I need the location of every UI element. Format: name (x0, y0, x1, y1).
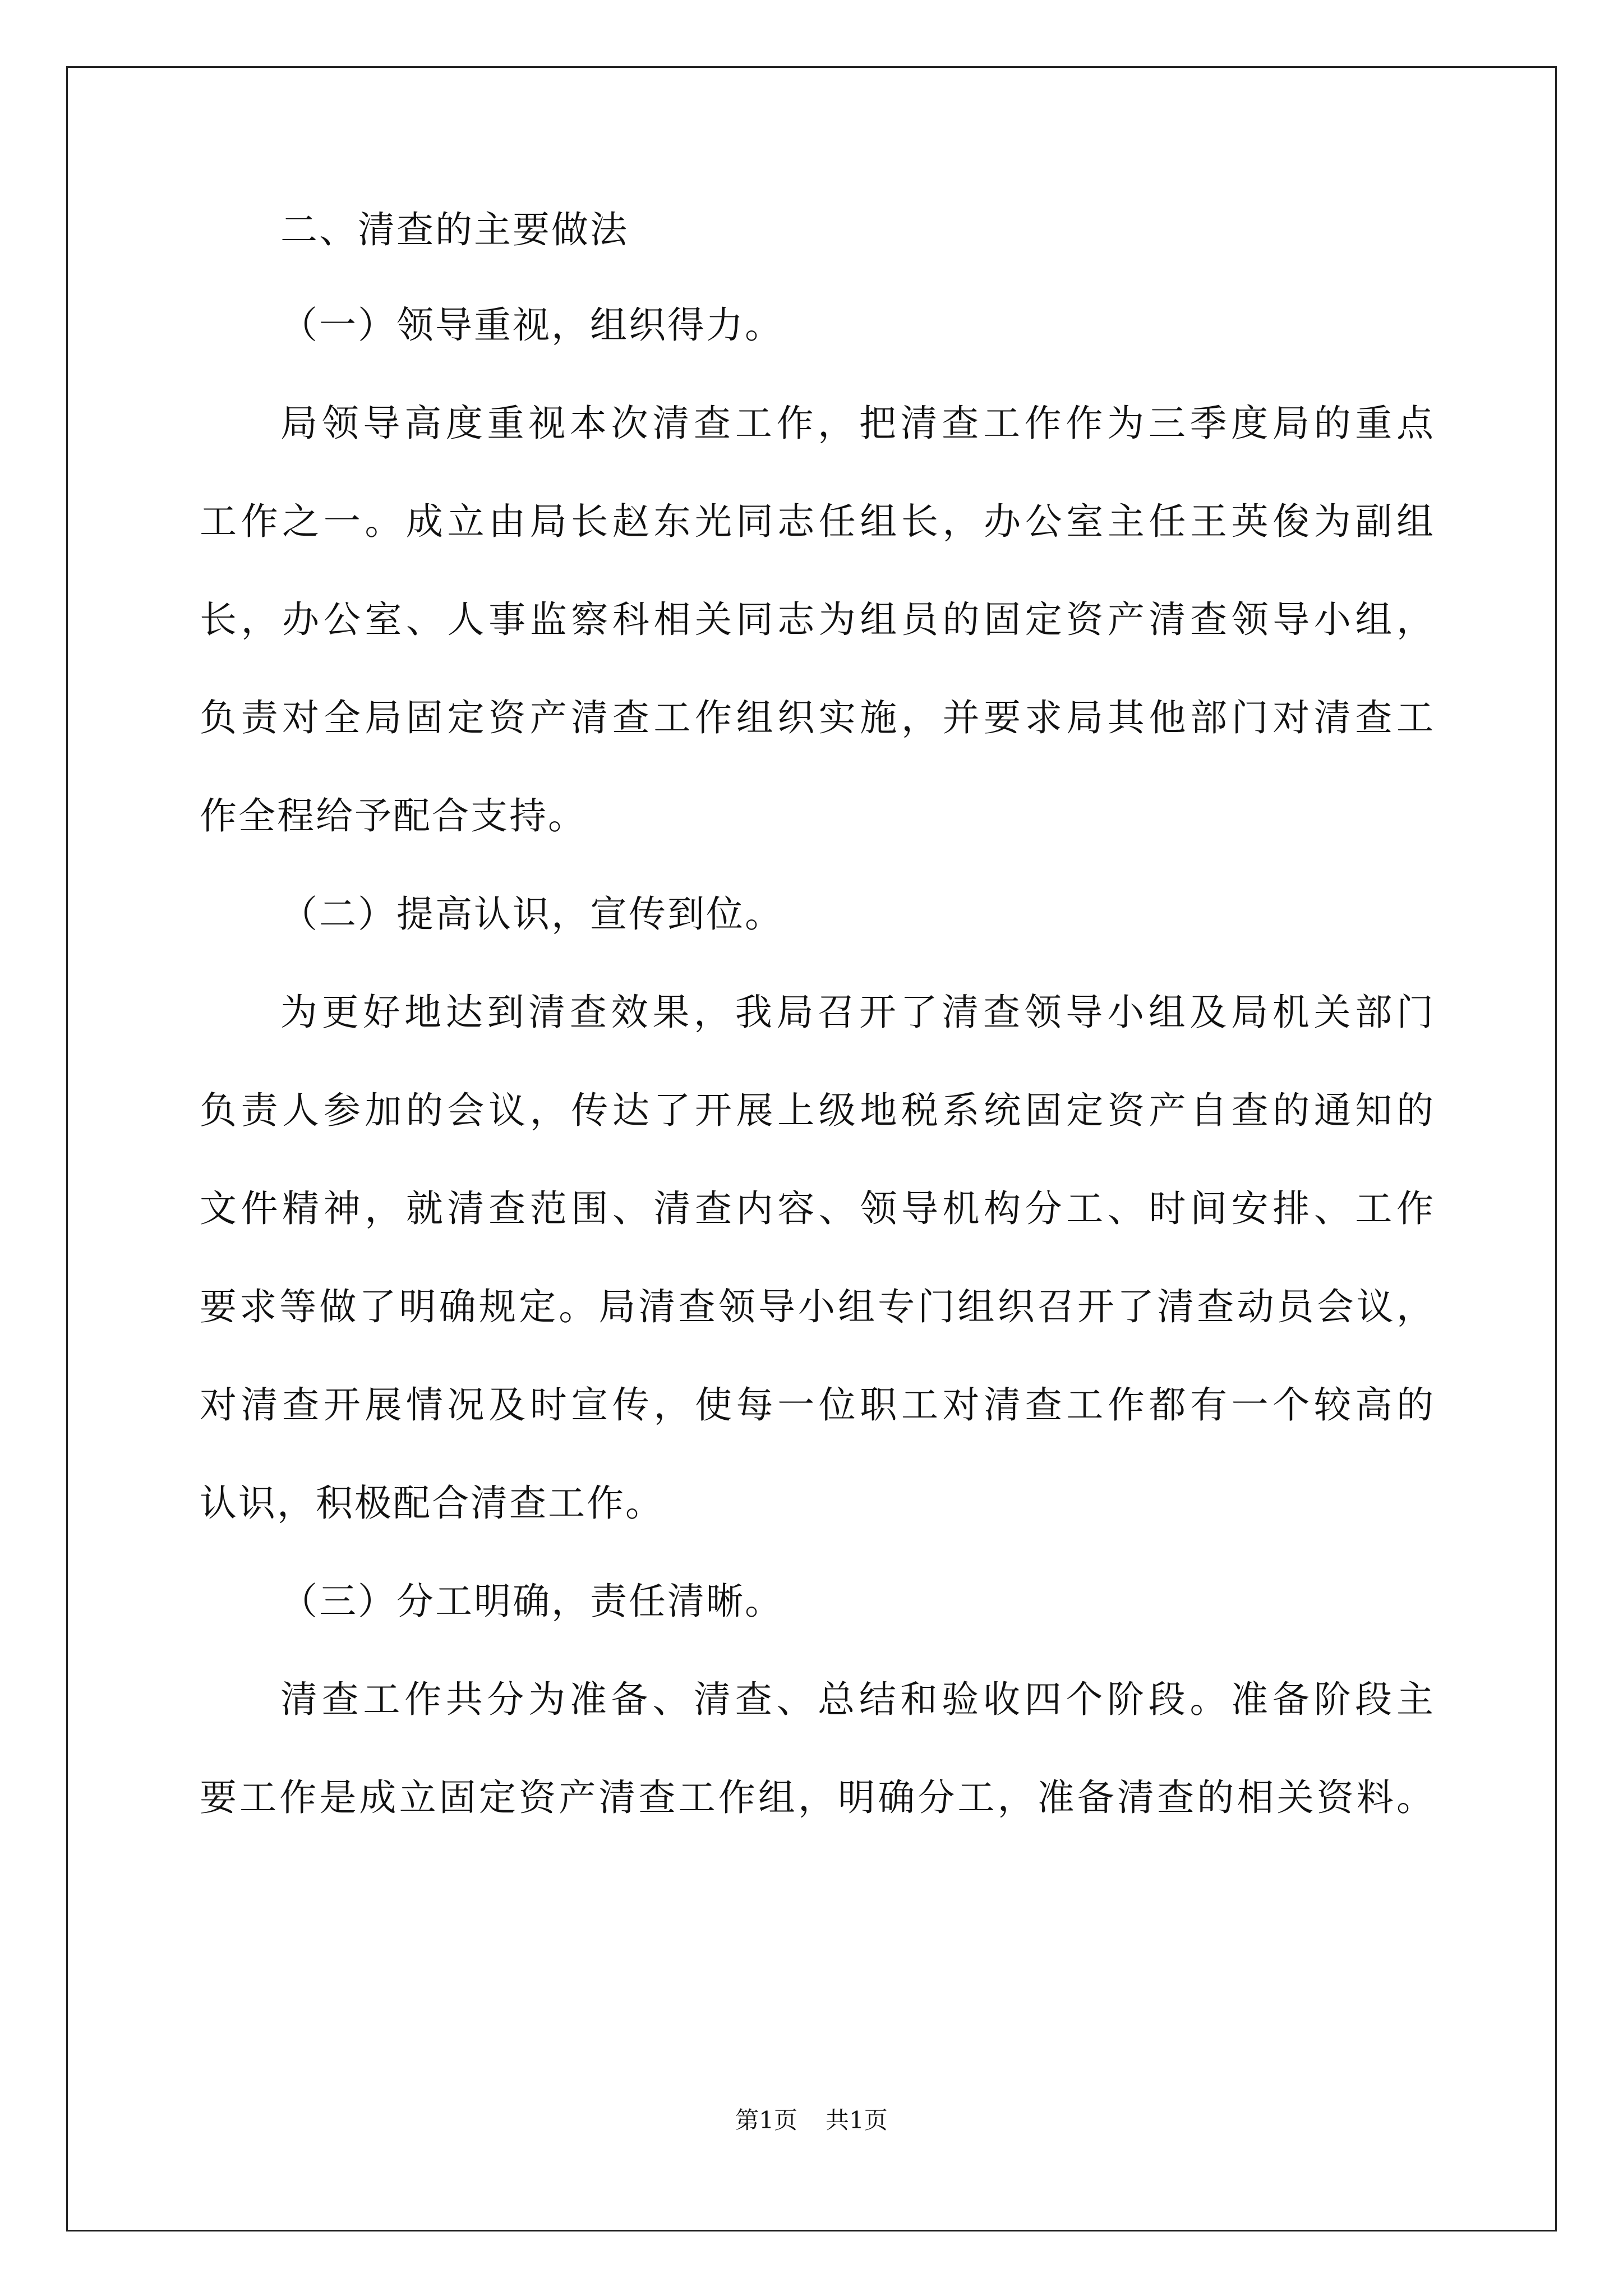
paragraph-1-line-2: 工作之一。成立由局长赵东光同志任组长，办公室主任王英俊为副组 (200, 500, 1433, 543)
paragraph-1-line-4: 负责对全局固定资产清查工作组织实施，并要求局其他部门对清查工 (200, 696, 1433, 739)
page-number-total: 共1页 (826, 2106, 888, 2134)
paragraph-2-line-1: 为更好地达到清查效果，我局召开了清查领导小组及局机关部门 (280, 991, 1433, 1034)
subsection-heading-3: （三）分工明确，责任清晰。 (280, 1580, 783, 1623)
subsection-heading-1: （一）领导重视，组织得力。 (280, 303, 783, 347)
paragraph-2-line-4: 要求等做了明确规定。局清查领导小组专门组织召开了清查动员会议， (200, 1285, 1433, 1328)
page-number-current: 第1页 (735, 2106, 797, 2134)
paragraph-2-line-6: 认识，积极配合清查工作。 (200, 1481, 664, 1525)
page-footer (0, 2104, 1623, 2137)
paragraph-1-line-3: 长，办公室、人事监察科相关同志为组员的固定资产清查领导小组， (200, 598, 1433, 641)
paragraph-2-line-3: 文件精神，就清查范围、清查内容、领导机构分工、时间安排、工作 (200, 1187, 1433, 1230)
paragraph-2-line-2: 负责人参加的会议，传达了开展上级地税系统固定资产自查的通知的 (200, 1089, 1433, 1132)
paragraph-1-line-1: 局领导高度重视本次清查工作，把清查工作作为三季度局的重点 (280, 402, 1433, 445)
section-heading: 二、清查的主要做法 (280, 208, 629, 251)
paragraph-1-line-5: 作全程给予配合支持。 (200, 794, 587, 838)
paragraph-3-line-2: 要工作是成立固定资产清查工作组，明确分工，准备清查的相关资料。 (200, 1776, 1433, 1819)
page-border (66, 66, 1557, 2231)
paragraph-3-line-1: 清查工作共分为准备、清查、总结和验收四个阶段。准备阶段主 (280, 1678, 1433, 1721)
paragraph-2-line-5: 对清查开展情况及时宣传，使每一位职工对清查工作都有一个较高的 (200, 1383, 1433, 1427)
subsection-heading-2: （二）提高认识，宣传到位。 (280, 892, 783, 936)
